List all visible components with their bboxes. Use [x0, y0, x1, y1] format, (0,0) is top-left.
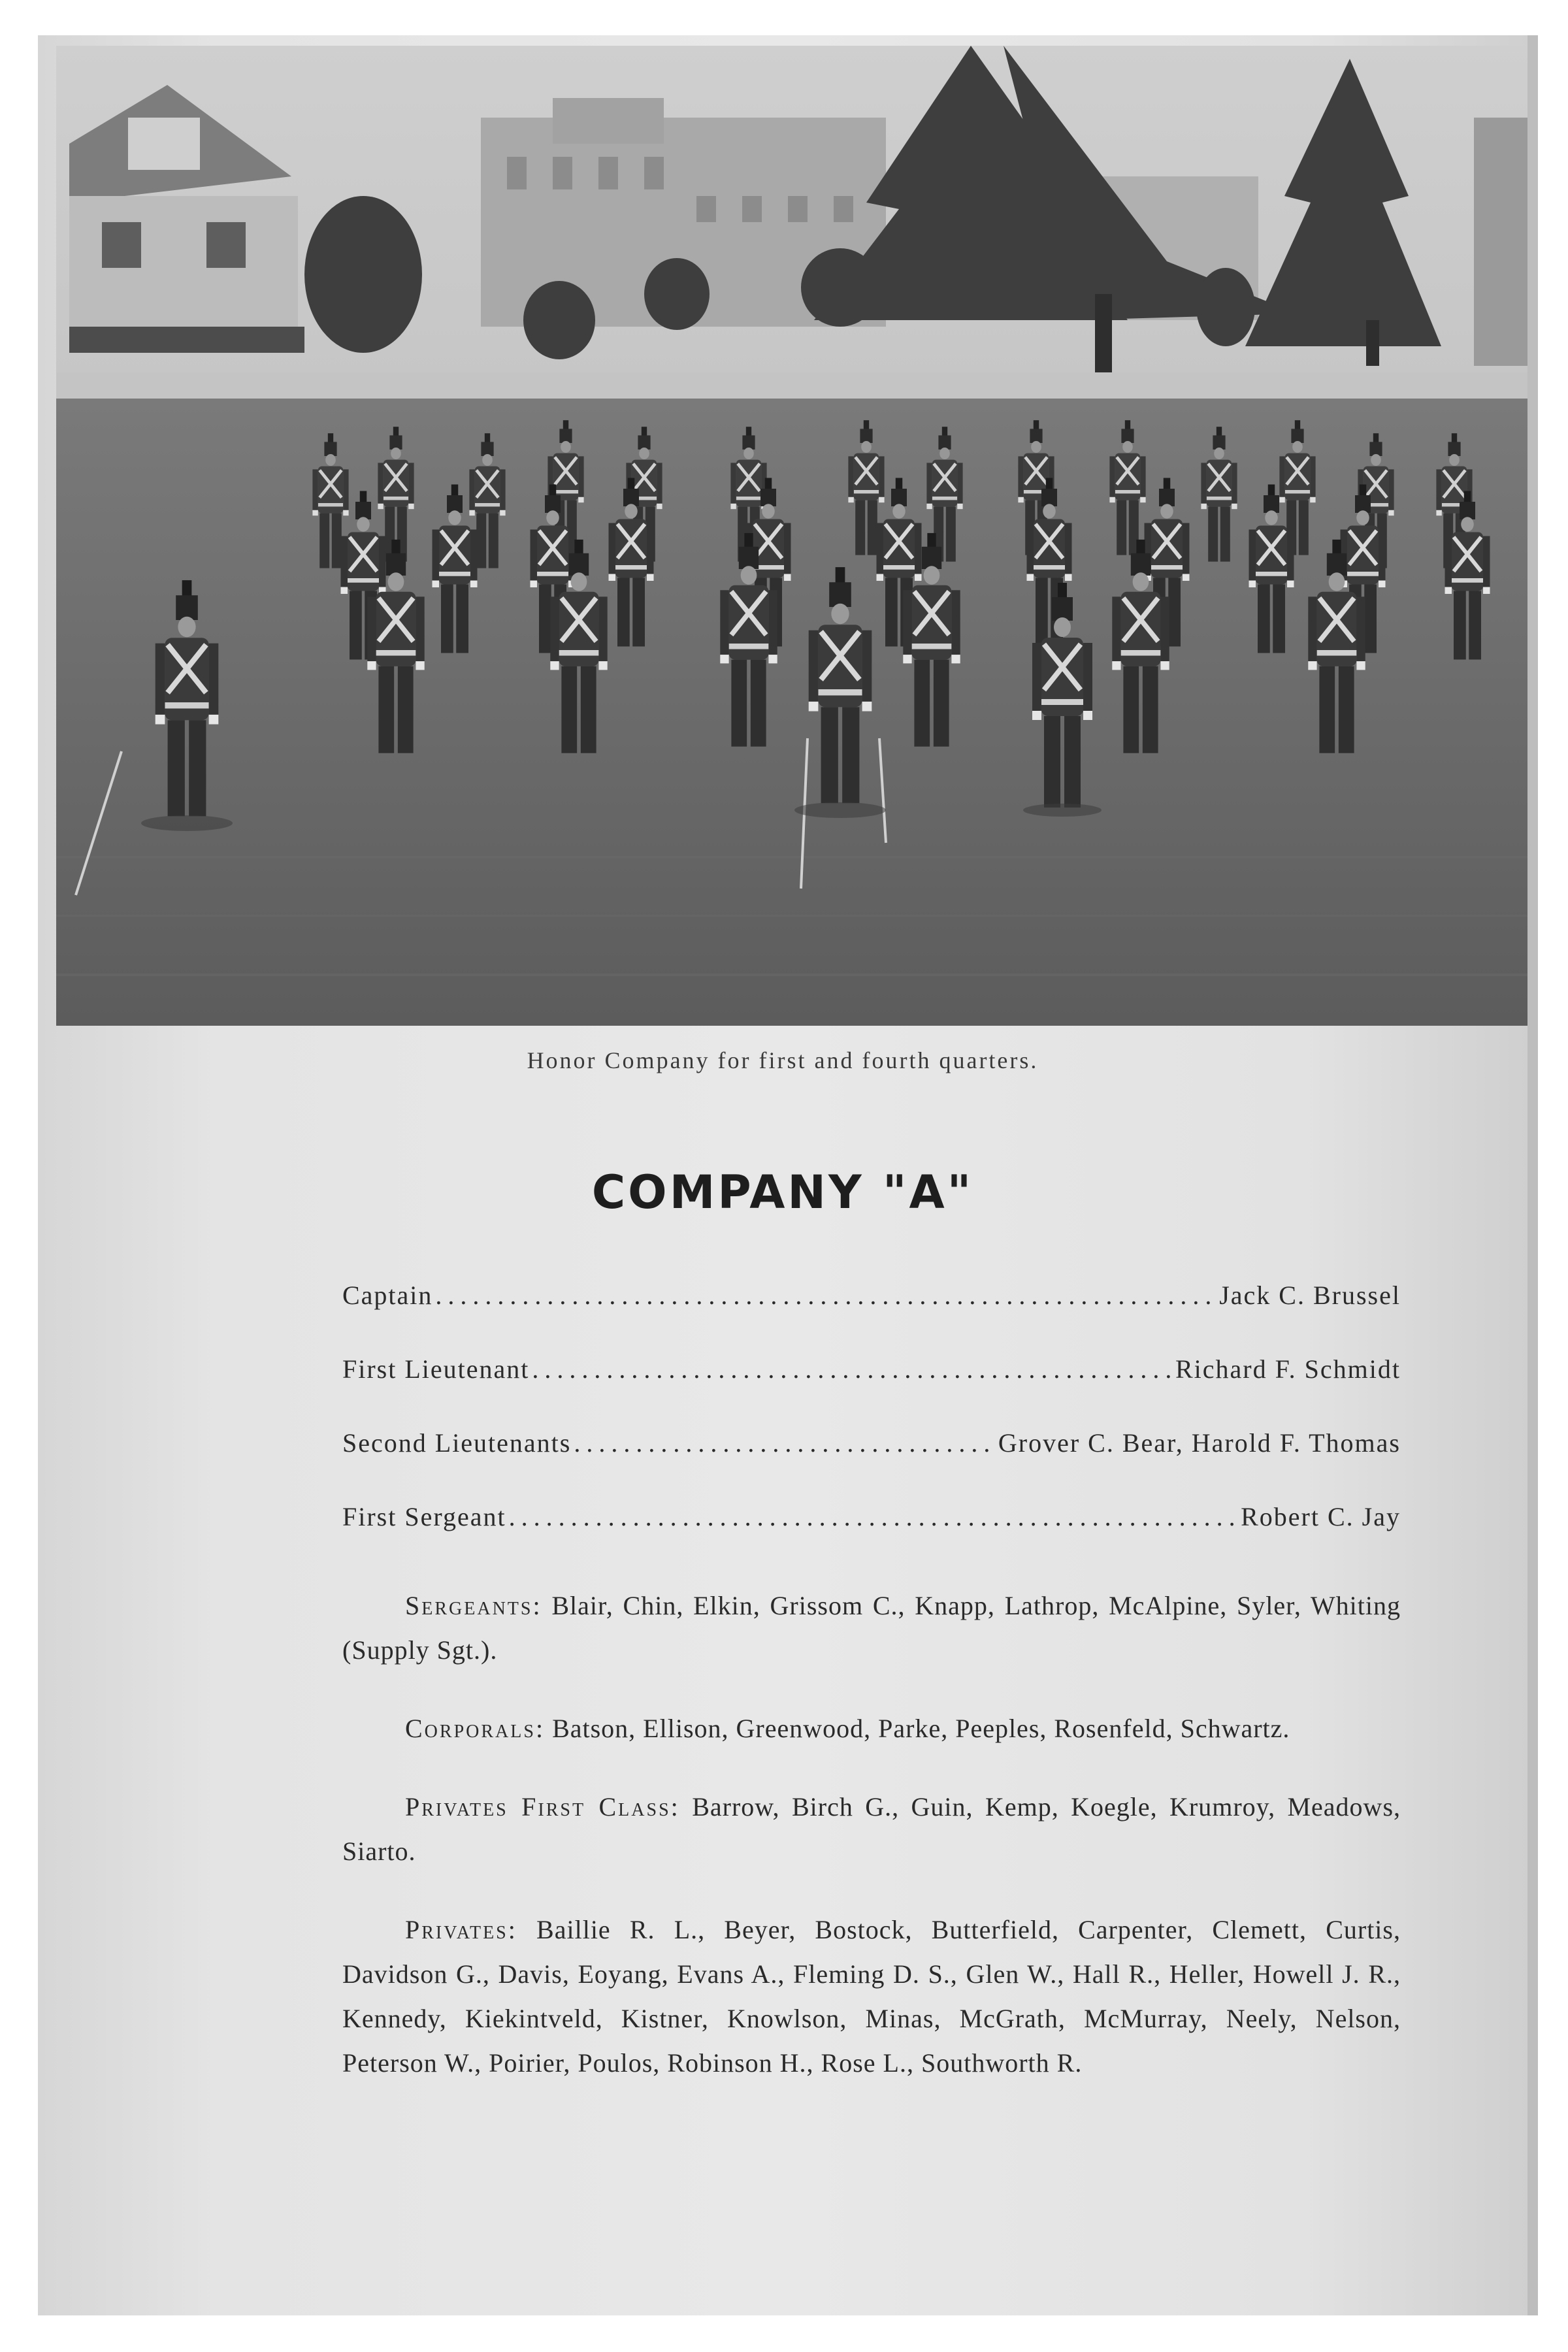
roster-label: Privates:	[405, 1915, 517, 1944]
roster-privates	[342, 1908, 1401, 2085]
yearbook-page	[38, 35, 1527, 2315]
roster-names: Batson, Ellison, Greenwood, Parke, Peeples, Rosenfeld, Schwartz.	[552, 1714, 1290, 1743]
page-title: COMPANY "A"	[591, 1166, 974, 1219]
leader-dots	[509, 1501, 1239, 1532]
officer-name: Robert C. Jay	[1241, 1502, 1401, 1531]
roster-corporals	[342, 1707, 1401, 1751]
page-edge	[1527, 35, 1538, 2315]
officer-name: Richard F. Schmidt	[1175, 1354, 1401, 1384]
officer-row-first-lieutenant	[342, 1354, 1401, 1428]
leader-dots	[435, 1280, 1217, 1311]
officer-role: Captain	[342, 1281, 433, 1310]
officer-row-second-lieutenants	[342, 1428, 1401, 1501]
roster-names: Blair, Chin, Elkin, Grissom C., Knapp, Lathrop, McAlpine, Syler, Whiting (Supply Sgt.).	[342, 1591, 1401, 1665]
officer-name: Grover C. Bear, Harold F. Thomas	[998, 1428, 1401, 1458]
officer-name: Jack C. Brussel	[1219, 1281, 1401, 1310]
roster-label: Privates First Class:	[405, 1792, 680, 1821]
roster-label: Corporals:	[405, 1714, 546, 1743]
company-photo	[56, 46, 1527, 1026]
officer-row-first-sergeant	[342, 1501, 1401, 1575]
leader-dots	[532, 1354, 1173, 1384]
officer-role: First Lieutenant	[342, 1354, 530, 1384]
photo-caption: Honor Company for first and fourth quarters.	[527, 1047, 1039, 1073]
roster-sergeants	[342, 1584, 1401, 1673]
officer-row-captain	[342, 1280, 1401, 1354]
officer-list	[342, 1280, 1401, 1575]
roster-list	[342, 1584, 1401, 2119]
roster-label: Sergeants:	[405, 1591, 542, 1620]
officer-role: Second Lieutenants	[342, 1428, 572, 1458]
roster-names: Baillie R. L., Beyer, Bostock, Butterfield, Carpenter, Clemett, Curtis, Davidson G., Davis, Eoyang, Evans A., Fleming D. S., Glen W., Hall R., Heller, Howell J. R., Kennedy, Kiekintveld, Kistner, Knowlson, Minas, McGrath, McMurray, Neely, Nelson, Peterson W., Poirier, Poulos, Robinson H., Rose L., Southworth R.	[342, 1915, 1401, 2078]
roster-names: Barrow, Birch G., Guin, Kemp, Koegle, Krumroy, Meadows, Siarto.	[342, 1792, 1401, 1866]
roster-privates-first-class	[342, 1785, 1401, 1874]
leader-dots	[574, 1428, 996, 1458]
officer-role: First Sergeant	[342, 1502, 506, 1531]
